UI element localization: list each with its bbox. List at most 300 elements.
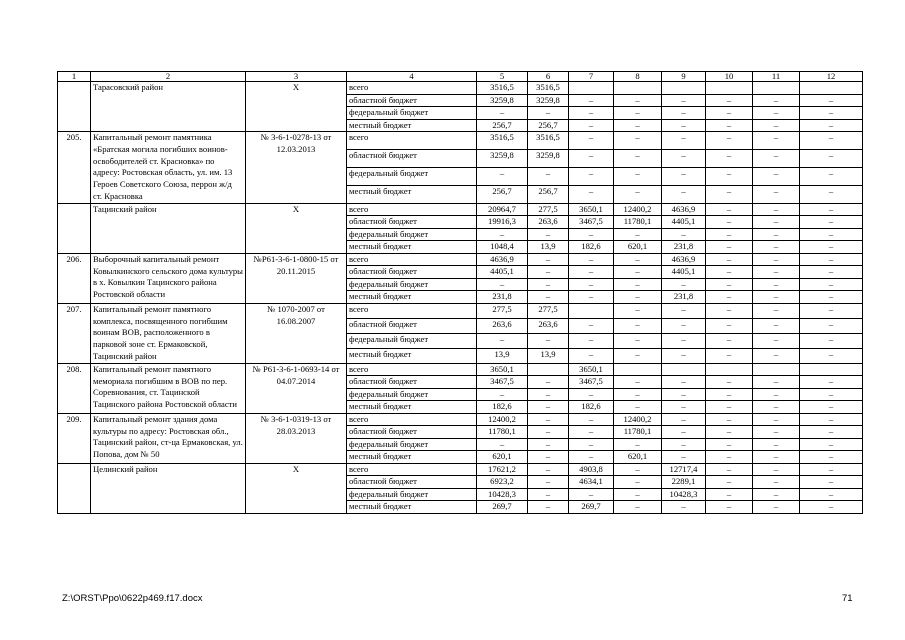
amount-cell: – bbox=[614, 333, 662, 348]
amount-cell: 269,7 bbox=[477, 501, 528, 514]
amount-cell bbox=[662, 363, 706, 376]
amount-cell: 182,6 bbox=[569, 241, 614, 254]
amount-cell: 263,6 bbox=[477, 318, 528, 333]
amount-cell: – bbox=[569, 228, 614, 241]
amount-cell: – bbox=[569, 291, 614, 304]
table-row bbox=[58, 363, 863, 376]
funding-source: федеральный бюджет bbox=[347, 333, 477, 348]
amount-cell bbox=[569, 303, 614, 318]
amount-cell: – bbox=[706, 463, 753, 476]
amount-cell: 256,7 bbox=[477, 185, 528, 203]
amount-cell: – bbox=[662, 149, 706, 167]
document-ref: № 3-6-1-0278-13 от 12.03.2013 bbox=[246, 132, 347, 204]
column-header: 5 bbox=[477, 72, 528, 82]
amount-cell: – bbox=[477, 333, 528, 348]
funding-source: федеральный бюджет bbox=[347, 488, 477, 501]
document-ref: № 1070-2007 от 16.08.2007 bbox=[246, 303, 347, 363]
funding-source: федеральный бюджет bbox=[347, 438, 477, 451]
amount-cell: – bbox=[569, 149, 614, 167]
amount-cell: – bbox=[614, 488, 662, 501]
amount-cell: – bbox=[706, 216, 753, 229]
amount-cell: – bbox=[662, 376, 706, 389]
amount-cell: – bbox=[662, 94, 706, 107]
amount-cell: 263,6 bbox=[528, 216, 569, 229]
amount-cell: – bbox=[614, 228, 662, 241]
amount-cell: 10428,3 bbox=[477, 488, 528, 501]
amount-cell: – bbox=[528, 167, 569, 185]
amount-cell: – bbox=[800, 303, 863, 318]
row-number: 207. bbox=[58, 303, 91, 363]
amount-cell: – bbox=[477, 388, 528, 401]
amount-cell: – bbox=[706, 488, 753, 501]
column-header: 6 bbox=[528, 72, 569, 82]
object-name: Капитальный ремонт памятного мемориала погибшим в ВОВ по пер. Соревнования, ст. Тацинской Тацинского района Ростовской области bbox=[91, 363, 246, 413]
amount-cell: – bbox=[477, 278, 528, 291]
amount-cell: – bbox=[706, 438, 753, 451]
amount-cell: – bbox=[706, 426, 753, 439]
amount-cell: – bbox=[800, 401, 863, 414]
amount-cell: 3650,1 bbox=[569, 203, 614, 216]
amount-cell: 12717,4 bbox=[662, 463, 706, 476]
amount-cell: – bbox=[800, 203, 863, 216]
amount-cell: 13,9 bbox=[528, 348, 569, 363]
amount-cell: – bbox=[569, 253, 614, 266]
amount-cell: – bbox=[706, 132, 753, 150]
amount-cell: – bbox=[800, 149, 863, 167]
amount-cell: – bbox=[528, 278, 569, 291]
amount-cell: – bbox=[614, 107, 662, 120]
amount-cell: 3516,5 bbox=[528, 132, 569, 150]
object-name: Тарасовский район bbox=[91, 82, 246, 132]
column-header: 10 bbox=[706, 72, 753, 82]
amount-cell: 620,1 bbox=[614, 451, 662, 464]
amount-cell: – bbox=[800, 438, 863, 451]
amount-cell: 19916,3 bbox=[477, 216, 528, 229]
amount-cell: – bbox=[706, 348, 753, 363]
amount-cell: – bbox=[662, 333, 706, 348]
amount-cell: 256,7 bbox=[528, 185, 569, 203]
amount-cell: 3650,1 bbox=[569, 363, 614, 376]
amount-cell: 12400,2 bbox=[614, 413, 662, 426]
amount-cell: – bbox=[569, 278, 614, 291]
amount-cell: – bbox=[569, 413, 614, 426]
funding-source: областной бюджет bbox=[347, 376, 477, 389]
amount-cell: 4405,1 bbox=[662, 216, 706, 229]
amount-cell: – bbox=[800, 185, 863, 203]
amount-cell: – bbox=[753, 149, 800, 167]
amount-cell: – bbox=[528, 388, 569, 401]
amount-cell: – bbox=[614, 185, 662, 203]
amount-cell: 3516,5 bbox=[477, 82, 528, 95]
amount-cell: 182,6 bbox=[569, 401, 614, 414]
amount-cell: – bbox=[614, 167, 662, 185]
amount-cell: – bbox=[800, 488, 863, 501]
amount-cell: – bbox=[706, 333, 753, 348]
funding-source: федеральный бюджет bbox=[347, 228, 477, 241]
amount-cell: – bbox=[569, 426, 614, 439]
amount-cell: – bbox=[569, 167, 614, 185]
amount-cell: – bbox=[662, 185, 706, 203]
amount-cell: – bbox=[753, 228, 800, 241]
funding-source: областной бюджет bbox=[347, 216, 477, 229]
amount-cell: 4903,8 bbox=[569, 463, 614, 476]
amount-cell: 277,5 bbox=[528, 303, 569, 318]
amount-cell: – bbox=[569, 318, 614, 333]
amount-cell: – bbox=[753, 388, 800, 401]
object-name: Капитальный ремонт памятника «Братская могила погибших воинов-освободителей ст. Красновка» по адресу: Ростовская область, ул. им. 13 Героев Советского Союза, перрон ж/д ст. Красновка bbox=[91, 132, 246, 204]
amount-cell: 3467,5 bbox=[569, 376, 614, 389]
amount-cell: – bbox=[528, 463, 569, 476]
object-name: Целинский район bbox=[91, 463, 246, 513]
footer-file-path: Z:\ORST\Ppo\0622p469.f17.docx bbox=[62, 593, 203, 604]
amount-cell: – bbox=[706, 185, 753, 203]
amount-cell: – bbox=[569, 107, 614, 120]
funding-source: всего bbox=[347, 463, 477, 476]
table-row bbox=[58, 203, 863, 216]
amount-cell bbox=[662, 82, 706, 95]
amount-cell: – bbox=[614, 348, 662, 363]
funding-source: местный бюджет bbox=[347, 401, 477, 414]
amount-cell: – bbox=[662, 318, 706, 333]
amount-cell: 3259,8 bbox=[477, 94, 528, 107]
amount-cell: – bbox=[800, 266, 863, 279]
amount-cell: – bbox=[662, 501, 706, 514]
amount-cell: 3259,8 bbox=[528, 94, 569, 107]
amount-cell: – bbox=[753, 348, 800, 363]
amount-cell: – bbox=[528, 333, 569, 348]
amount-cell: – bbox=[706, 149, 753, 167]
funding-source: федеральный бюджет bbox=[347, 167, 477, 185]
amount-cell: – bbox=[662, 401, 706, 414]
column-header: 11 bbox=[753, 72, 800, 82]
amount-cell: – bbox=[569, 348, 614, 363]
amount-cell: – bbox=[800, 413, 863, 426]
amount-cell: 11780,1 bbox=[477, 426, 528, 439]
amount-cell: – bbox=[706, 303, 753, 318]
amount-cell: – bbox=[753, 413, 800, 426]
amount-cell: – bbox=[800, 376, 863, 389]
amount-cell: – bbox=[753, 167, 800, 185]
amount-cell: 11780,1 bbox=[614, 216, 662, 229]
amount-cell: 277,5 bbox=[528, 203, 569, 216]
amount-cell: – bbox=[528, 401, 569, 414]
amount-cell: 1048,4 bbox=[477, 241, 528, 254]
amount-cell: – bbox=[614, 149, 662, 167]
funding-source: всего bbox=[347, 303, 477, 318]
amount-cell: – bbox=[706, 167, 753, 185]
amount-cell: – bbox=[800, 167, 863, 185]
amount-cell: – bbox=[614, 94, 662, 107]
amount-cell: – bbox=[706, 451, 753, 464]
amount-cell: – bbox=[614, 463, 662, 476]
table-row bbox=[58, 463, 863, 476]
funding-source: областной бюджет bbox=[347, 476, 477, 489]
amount-cell: 3467,5 bbox=[569, 216, 614, 229]
amount-cell: – bbox=[800, 451, 863, 464]
funding-source: всего bbox=[347, 82, 477, 95]
amount-cell: 4405,1 bbox=[477, 266, 528, 279]
amount-cell: – bbox=[753, 278, 800, 291]
table-header-row bbox=[58, 72, 863, 82]
funding-source: федеральный бюджет bbox=[347, 107, 477, 120]
amount-cell: – bbox=[528, 451, 569, 464]
amount-cell: – bbox=[569, 266, 614, 279]
amount-cell: – bbox=[706, 266, 753, 279]
amount-cell: 2289,1 bbox=[662, 476, 706, 489]
amount-cell: – bbox=[800, 291, 863, 304]
amount-cell: – bbox=[662, 348, 706, 363]
amount-cell: – bbox=[614, 291, 662, 304]
row-number: 206. bbox=[58, 253, 91, 303]
amount-cell: – bbox=[753, 303, 800, 318]
amount-cell: – bbox=[800, 132, 863, 150]
funding-source: областной бюджет bbox=[347, 94, 477, 107]
table-row bbox=[58, 413, 863, 426]
amount-cell: – bbox=[753, 291, 800, 304]
amount-cell: – bbox=[662, 228, 706, 241]
row-number bbox=[58, 203, 91, 253]
amount-cell: – bbox=[753, 426, 800, 439]
funding-source: всего bbox=[347, 413, 477, 426]
amount-cell: – bbox=[706, 94, 753, 107]
document-ref: Х bbox=[246, 463, 347, 513]
amount-cell: – bbox=[528, 376, 569, 389]
amount-cell: 3650,1 bbox=[477, 363, 528, 376]
column-header: 7 bbox=[569, 72, 614, 82]
funding-source: всего bbox=[347, 253, 477, 266]
amount-cell: – bbox=[528, 266, 569, 279]
funding-source: областной бюджет bbox=[347, 318, 477, 333]
amount-cell: 4636,9 bbox=[662, 203, 706, 216]
amount-cell: – bbox=[528, 253, 569, 266]
amount-cell: – bbox=[800, 107, 863, 120]
amount-cell: 4636,9 bbox=[662, 253, 706, 266]
amount-cell: – bbox=[800, 278, 863, 291]
amount-cell: – bbox=[800, 476, 863, 489]
row-number: 205. bbox=[58, 132, 91, 204]
amount-cell: – bbox=[800, 216, 863, 229]
funding-source: местный бюджет bbox=[347, 501, 477, 514]
amount-cell: – bbox=[706, 413, 753, 426]
amount-cell: – bbox=[800, 94, 863, 107]
amount-cell: – bbox=[753, 476, 800, 489]
amount-cell: – bbox=[528, 291, 569, 304]
funding-source: федеральный бюджет bbox=[347, 278, 477, 291]
funding-source: местный бюджет bbox=[347, 291, 477, 304]
amount-cell bbox=[753, 82, 800, 95]
amount-cell: 3259,8 bbox=[477, 149, 528, 167]
amount-cell: – bbox=[662, 132, 706, 150]
funding-source: федеральный бюджет bbox=[347, 388, 477, 401]
funding-source: всего bbox=[347, 132, 477, 150]
amount-cell: – bbox=[800, 318, 863, 333]
amount-cell: – bbox=[800, 501, 863, 514]
amount-cell: – bbox=[753, 203, 800, 216]
amount-cell: – bbox=[753, 488, 800, 501]
amount-cell: – bbox=[753, 185, 800, 203]
amount-cell bbox=[614, 82, 662, 95]
object-name: Капитальный ремонт здания дома культуры по адресу: Ростовская обл., Тацинский район, ст-ца Ермаковская, ул. Попова, дом № 50 bbox=[91, 413, 246, 463]
amount-cell: – bbox=[614, 278, 662, 291]
amount-cell: – bbox=[753, 463, 800, 476]
amount-cell: – bbox=[614, 266, 662, 279]
amount-cell: – bbox=[800, 241, 863, 254]
object-name: Выборочный капитальный ремонт Ковылкинского сельского дома культуры в х. Ковылкин Тацинского района Ростовской области bbox=[91, 253, 246, 303]
document-ref: № Р61-3-6-1-0693-14 от 04.07.2014 bbox=[246, 363, 347, 413]
row-number: 208. bbox=[58, 363, 91, 413]
amount-cell: – bbox=[662, 426, 706, 439]
column-header: 4 bbox=[347, 72, 477, 82]
amount-cell bbox=[569, 82, 614, 95]
amount-cell: 620,1 bbox=[614, 241, 662, 254]
amount-cell: 12400,2 bbox=[477, 413, 528, 426]
amount-cell: – bbox=[614, 476, 662, 489]
amount-cell: 269,7 bbox=[569, 501, 614, 514]
amount-cell: – bbox=[706, 401, 753, 414]
column-header: 9 bbox=[662, 72, 706, 82]
amount-cell: – bbox=[800, 333, 863, 348]
amount-cell: – bbox=[662, 167, 706, 185]
amount-cell: – bbox=[753, 94, 800, 107]
amount-cell: – bbox=[800, 228, 863, 241]
funding-source: местный бюджет bbox=[347, 451, 477, 464]
amount-cell: – bbox=[662, 388, 706, 401]
table-row bbox=[58, 253, 863, 266]
amount-cell: – bbox=[800, 119, 863, 132]
amount-cell: 231,8 bbox=[477, 291, 528, 304]
amount-cell: – bbox=[614, 401, 662, 414]
amount-cell: – bbox=[614, 119, 662, 132]
amount-cell: – bbox=[753, 132, 800, 150]
amount-cell: – bbox=[569, 388, 614, 401]
amount-cell: – bbox=[662, 413, 706, 426]
amount-cell: – bbox=[614, 318, 662, 333]
amount-cell: 182,6 bbox=[477, 401, 528, 414]
amount-cell: – bbox=[477, 228, 528, 241]
amount-cell: – bbox=[662, 119, 706, 132]
document-ref: Х bbox=[246, 203, 347, 253]
row-number bbox=[58, 82, 91, 132]
amount-cell bbox=[800, 82, 863, 95]
amount-cell: 11780,1 bbox=[614, 426, 662, 439]
amount-cell: – bbox=[706, 291, 753, 304]
amount-cell: – bbox=[706, 241, 753, 254]
table-row bbox=[58, 132, 863, 150]
amount-cell: – bbox=[614, 438, 662, 451]
amount-cell: 4405,1 bbox=[662, 266, 706, 279]
funding-source: всего bbox=[347, 203, 477, 216]
amount-cell: – bbox=[800, 388, 863, 401]
column-header: 2 bbox=[91, 72, 246, 82]
funding-source: областной бюджет bbox=[347, 426, 477, 439]
amount-cell: – bbox=[662, 303, 706, 318]
amount-cell: – bbox=[753, 438, 800, 451]
table-row bbox=[58, 82, 863, 95]
amount-cell: – bbox=[753, 501, 800, 514]
amount-cell: – bbox=[477, 167, 528, 185]
amount-cell: – bbox=[569, 451, 614, 464]
amount-cell: 13,9 bbox=[477, 348, 528, 363]
funding-source: местный бюджет bbox=[347, 241, 477, 254]
funding-source: областной бюджет bbox=[347, 149, 477, 167]
amount-cell: – bbox=[528, 228, 569, 241]
amount-cell: – bbox=[800, 348, 863, 363]
amount-cell: – bbox=[614, 303, 662, 318]
amount-cell: – bbox=[614, 388, 662, 401]
object-name: Тацинский район bbox=[91, 203, 246, 253]
funding-source: местный бюджет bbox=[347, 348, 477, 363]
amount-cell: – bbox=[662, 438, 706, 451]
amount-cell: – bbox=[569, 185, 614, 203]
amount-cell: – bbox=[753, 253, 800, 266]
amount-cell: – bbox=[706, 376, 753, 389]
amount-cell: – bbox=[706, 253, 753, 266]
amount-cell: – bbox=[614, 376, 662, 389]
amount-cell: – bbox=[662, 107, 706, 120]
amount-cell: 6923,2 bbox=[477, 476, 528, 489]
amount-cell: – bbox=[753, 401, 800, 414]
amount-cell: – bbox=[614, 132, 662, 150]
amount-cell: 620,1 bbox=[477, 451, 528, 464]
footer-page-number: 71 bbox=[842, 593, 853, 604]
document-ref: №Р61-3-6-1-0800-15 от 20.11.2015 bbox=[246, 253, 347, 303]
amount-cell: – bbox=[753, 216, 800, 229]
amount-cell: – bbox=[528, 107, 569, 120]
amount-cell: – bbox=[706, 476, 753, 489]
row-number: 209. bbox=[58, 413, 91, 463]
amount-cell: – bbox=[662, 451, 706, 464]
amount-cell: 256,7 bbox=[528, 119, 569, 132]
amount-cell: – bbox=[528, 438, 569, 451]
amount-cell: – bbox=[662, 278, 706, 291]
budget-table bbox=[57, 71, 863, 514]
column-header: 3 bbox=[246, 72, 347, 82]
column-header: 1 bbox=[58, 72, 91, 82]
amount-cell: – bbox=[753, 451, 800, 464]
amount-cell: 4636,9 bbox=[477, 253, 528, 266]
amount-cell: – bbox=[614, 253, 662, 266]
document-ref: Х bbox=[246, 82, 347, 132]
funding-source: областной бюджет bbox=[347, 266, 477, 279]
amount-cell: – bbox=[528, 501, 569, 514]
amount-cell bbox=[614, 363, 662, 376]
amount-cell: – bbox=[477, 107, 528, 120]
amount-cell: – bbox=[706, 203, 753, 216]
amount-cell: 3516,5 bbox=[528, 82, 569, 95]
amount-cell: – bbox=[753, 333, 800, 348]
row-number bbox=[58, 463, 91, 513]
amount-cell: – bbox=[569, 94, 614, 107]
amount-cell: – bbox=[800, 253, 863, 266]
amount-cell bbox=[800, 363, 863, 376]
amount-cell: – bbox=[706, 119, 753, 132]
amount-cell: 3467,5 bbox=[477, 376, 528, 389]
amount-cell bbox=[528, 363, 569, 376]
funding-source: местный бюджет bbox=[347, 185, 477, 203]
amount-cell: – bbox=[706, 107, 753, 120]
amount-cell: – bbox=[569, 119, 614, 132]
amount-cell: 3516,5 bbox=[477, 132, 528, 150]
table-row bbox=[58, 303, 863, 318]
amount-cell bbox=[706, 82, 753, 95]
amount-cell: – bbox=[753, 266, 800, 279]
object-name: Капитальный ремонт памятного комплекса, посвященного погибшим воинам ВОВ, расположенного в парковой зоне ст. Ермаковской, Тацинский район bbox=[91, 303, 246, 363]
amount-cell: – bbox=[706, 501, 753, 514]
amount-cell: 4634,1 bbox=[569, 476, 614, 489]
amount-cell: 231,8 bbox=[662, 291, 706, 304]
amount-cell: 3259,8 bbox=[528, 149, 569, 167]
column-header: 8 bbox=[614, 72, 662, 82]
